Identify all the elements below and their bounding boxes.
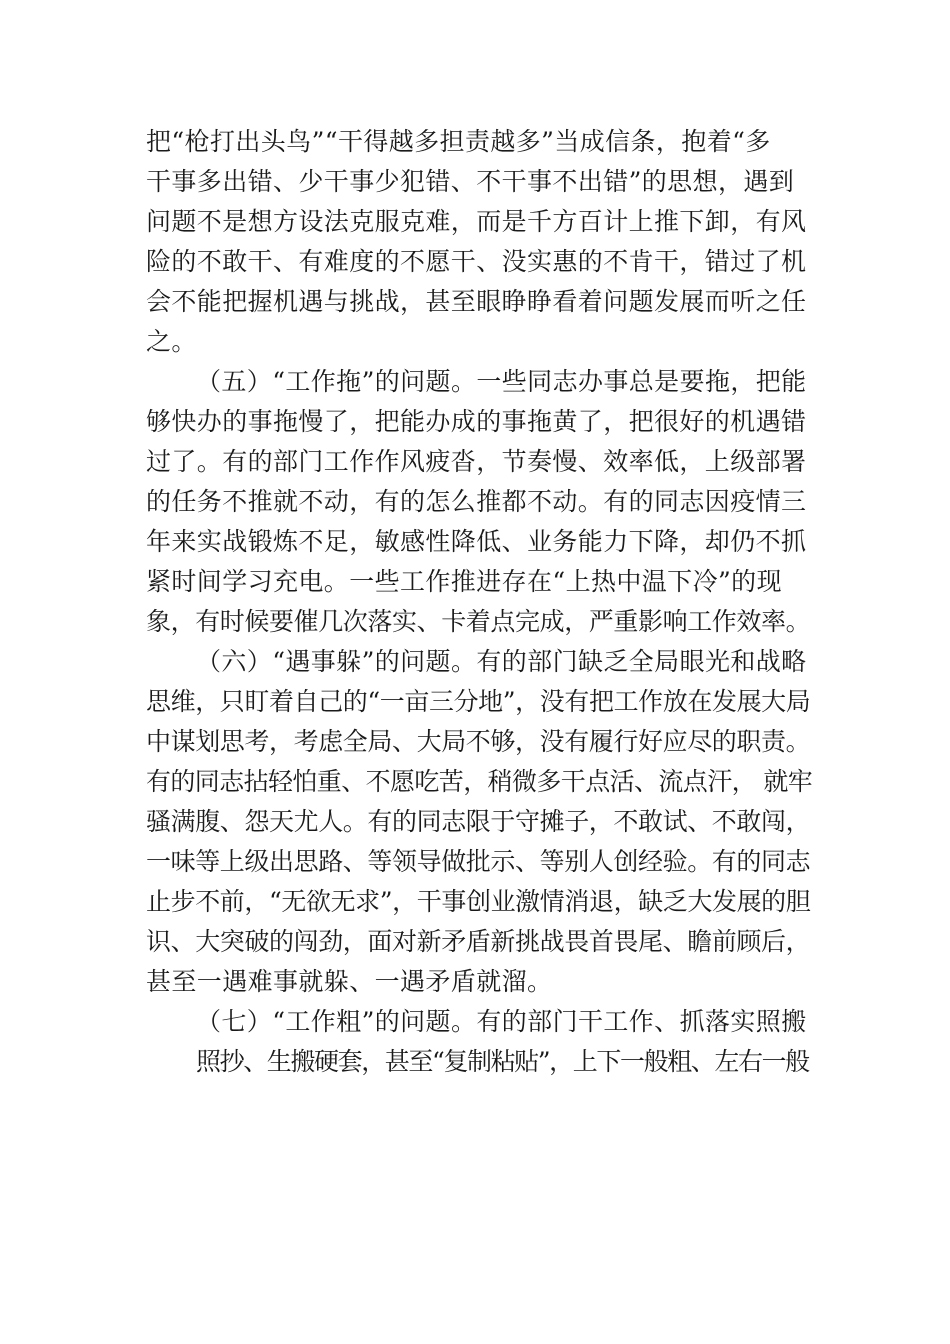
text-line: 险的不敢干、有难度的不愿干、没实惠的不肯干，错过了机 bbox=[146, 247, 807, 276]
text-line: 年来实战锻炼不足，敏感性降低、业务能力下降，却仍不抓 bbox=[146, 527, 807, 556]
text-line: 象，有时候要催几次落实、卡着点完成，严重影响工作效率。 bbox=[146, 607, 811, 636]
text-line: 思维，只盯着自己的“一亩三分地”，没有把工作放在发展大局 bbox=[146, 687, 811, 716]
text-line: 止步不前，“无欲无求”，干事创业激情消退，缺乏大发展的胆 bbox=[146, 887, 811, 916]
text-line: 中谋划思考，考虑全局、大局不够，没有履行好应尽的职责。 bbox=[146, 727, 811, 756]
text-line: 的任务不推就不动，有的怎么推都不动。有的同志因疫情三 bbox=[146, 487, 807, 516]
paragraph-heading-six: （六）“遇事躲”的问题。有的部门缺乏全局眼光和战略 bbox=[196, 647, 807, 676]
paragraph-heading-seven: （七）“工作粗”的问题。有的部门干工作、抓落实照搬 bbox=[196, 1007, 807, 1036]
text-line: 过了。有的部门工作作风疲沓，节奏慢、效率低，上级部署 bbox=[146, 447, 807, 476]
text-line: 干事多出错、少干事少犯错、不干事不出错”的思想，遇到 bbox=[146, 167, 795, 196]
text-line: 把“枪打出头鸟”“干得越多担责越多”当成信条，抱着“多 bbox=[146, 127, 771, 156]
text-line: 够快办的事拖慢了，把能办成的事拖黄了，把很好的机遇错 bbox=[146, 407, 807, 436]
text-line: 识、大突破的闯劲，面对新矛盾新挑战畏首畏尾、瞻前顾后， bbox=[146, 927, 811, 956]
text-line: 照抄、生搬硬套，甚至“复制粘贴”，上下一般粗、左右一般 bbox=[196, 1047, 809, 1076]
text-line: 问题不是想方设法克服克难，而是千方百计上推下卸，有风 bbox=[146, 207, 807, 236]
text-line: 甚至一遇难事就躲、一遇矛盾就溜。 bbox=[146, 967, 553, 996]
paragraph-heading-five: （五）“工作拖”的问题。一些同志办事总是要拖，把能 bbox=[196, 367, 807, 396]
text-line: 紧时间学习充电。一些工作推进存在“上热中温下冷”的现 bbox=[146, 567, 782, 596]
text-line: 骚满腹、怨天尤人。有的同志限于守摊子，不敢试、不敢闯， bbox=[146, 807, 811, 836]
text-line: 一味等上级出思路、等领导做批示、等别人创经验。有的同志 bbox=[146, 847, 811, 876]
text-line: 有的同志拈轻怕重、不愿吃苦，稍微多干点活、流点汗， 就牢 bbox=[146, 767, 813, 796]
text-line: 会不能把握机遇与挑战，甚至眼睁睁看着问题发展而听之任 bbox=[146, 287, 807, 316]
text-line: 之。 bbox=[146, 327, 197, 356]
